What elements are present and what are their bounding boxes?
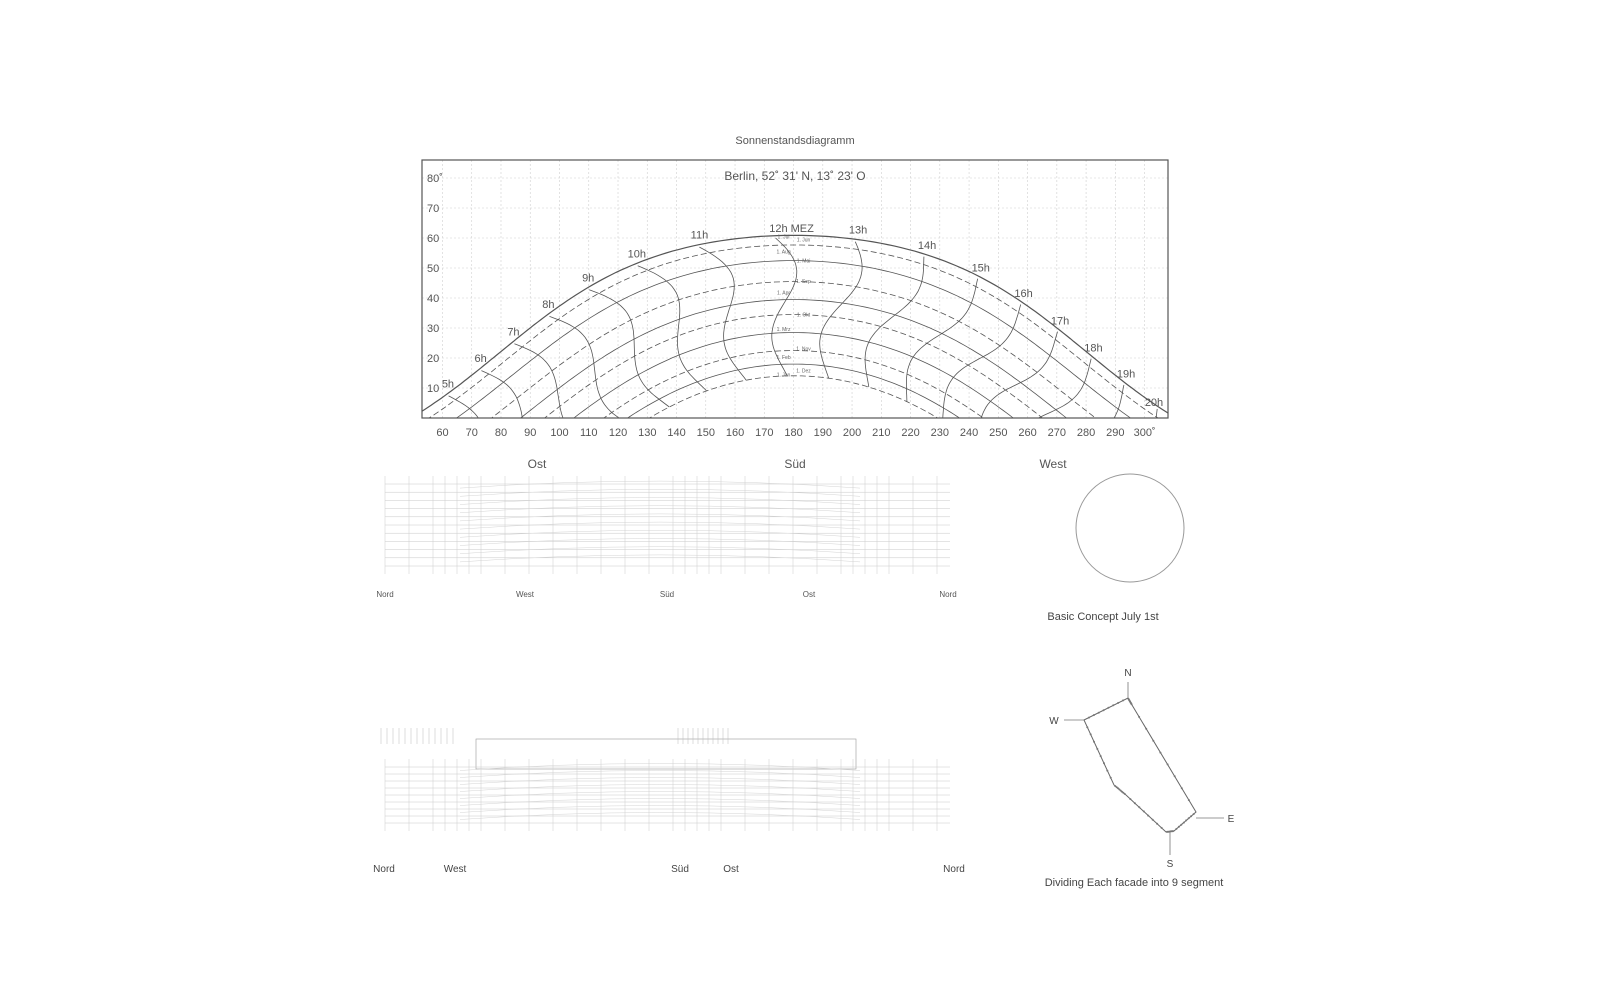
segment-tick <box>1122 699 1124 701</box>
strip-label-ost: Ost <box>723 864 739 875</box>
plan-diagram <box>1045 668 1235 889</box>
altitude-tick-label: 70 <box>427 203 440 215</box>
strip-label-nord-right: Nord <box>943 864 965 875</box>
segment-tick <box>1103 762 1105 764</box>
segment-tick <box>1112 704 1114 706</box>
hour-curve <box>514 344 563 420</box>
segment-tick <box>1166 831 1168 833</box>
azimuth-tick-label: 140 <box>667 427 686 439</box>
segment-tick <box>1096 748 1098 750</box>
hour-label: 19h <box>1116 368 1136 381</box>
facade-strip-bottom <box>373 728 965 875</box>
azimuth-tick-label: 270 <box>1047 427 1067 439</box>
azimuth-tick-label: 300˚ <box>1133 427 1156 439</box>
segment-tick <box>1093 741 1095 743</box>
azimuth-tick-label: 60 <box>436 427 449 439</box>
azimuth-tick-label: 170 <box>755 427 774 439</box>
segment-tick <box>1152 740 1154 742</box>
compass-s: S <box>1166 859 1174 870</box>
azimuth-tick-label: 280 <box>1076 427 1096 439</box>
compass-n: N <box>1124 668 1132 679</box>
segment-tick <box>1098 712 1100 714</box>
concept-diagram <box>1047 474 1184 623</box>
hour-label: 15h <box>971 262 990 275</box>
azimuth-tick-label: 100 <box>550 427 569 439</box>
date-curve <box>488 282 1099 421</box>
azimuth-tick-label: 190 <box>813 427 832 439</box>
date-label: 1. Jul <box>777 234 790 241</box>
segment-tick <box>1190 815 1192 817</box>
hour-label: 20h <box>1144 397 1164 409</box>
hour-curve <box>638 266 707 391</box>
raised-block <box>476 739 856 769</box>
concept-circle <box>1076 474 1184 582</box>
plan-outline <box>1084 698 1196 832</box>
altitude-tick-label: 50 <box>427 263 440 275</box>
hour-curve <box>1034 359 1091 421</box>
strip-label-nord-left: Nord <box>373 864 395 875</box>
altitude-tick-label: 40 <box>427 293 440 305</box>
chart-location: Berlin, 52˚ 31' N, 13˚ 23' O <box>724 169 866 183</box>
hour-curve <box>943 305 1021 422</box>
segment-tick <box>1103 709 1105 711</box>
segment-tick <box>1138 806 1140 808</box>
strip-curve <box>460 489 860 496</box>
hour-curve <box>906 279 977 402</box>
strip-curve <box>460 522 860 529</box>
segment-tick <box>1143 810 1145 812</box>
facade-strip-top <box>376 457 1067 599</box>
chart-grid <box>422 160 1168 418</box>
strip-curve <box>460 481 860 488</box>
segment-tick <box>1152 819 1154 821</box>
chart-frame <box>422 160 1168 418</box>
chart-title: Sonnenstandsdiagramm <box>735 135 855 147</box>
strip-label-nord-left: Nord <box>376 590 394 599</box>
segment-tick <box>1088 717 1090 719</box>
compass-w: W <box>1049 716 1059 727</box>
date-label: 1. Apr <box>776 290 791 297</box>
azimuth-tick-label: 290 <box>1106 427 1125 439</box>
segment-tick <box>1161 827 1163 829</box>
strip-label-sued: Süd <box>671 864 689 875</box>
segment-tick <box>1100 755 1102 757</box>
hour-label: 10h <box>627 248 647 261</box>
azimuth-tick-label: 180 <box>784 427 803 439</box>
strip-curve <box>460 547 860 554</box>
segment-tick <box>1185 819 1187 821</box>
date-labels <box>776 234 811 378</box>
altitude-tick-label: 10 <box>427 383 440 395</box>
azimuth-tick-label: 120 <box>608 427 628 439</box>
date-label: 1. Aug <box>776 249 791 256</box>
date-label: 1. Jun <box>796 237 811 244</box>
strip-label-west: West <box>443 864 467 875</box>
hour-curve <box>589 290 669 407</box>
azimuth-tick-label: 260 <box>1018 427 1037 439</box>
altitude-tick-label: 30 <box>427 323 440 335</box>
segment-tick <box>1114 785 1116 787</box>
altitude-tick-label: 20 <box>427 353 440 365</box>
strip-curve <box>460 514 860 521</box>
sun-path-chart <box>407 135 1180 439</box>
segment-tick <box>1129 798 1131 800</box>
concept-caption: Basic Concept July 1st <box>1047 611 1159 623</box>
strip-label-west: West <box>515 590 535 599</box>
segment-tick <box>1106 770 1108 772</box>
strip-curve <box>460 498 860 505</box>
hour-label: 7h <box>507 326 520 339</box>
segment-tick <box>1131 703 1133 705</box>
segment-tick <box>1090 733 1092 735</box>
hour-label: 17h <box>1050 315 1070 328</box>
segment-tick <box>1159 752 1161 754</box>
segment-tick <box>1134 802 1136 804</box>
segment-tick <box>1117 702 1119 704</box>
strip-label-nord-right: Nord <box>939 590 957 599</box>
hour-curve <box>981 332 1057 418</box>
azimuth-tick-label: 70 <box>465 427 478 439</box>
azimuth-tick-label: 240 <box>959 427 979 439</box>
segment-tick <box>1183 822 1185 824</box>
azimuth-tick-labels <box>436 427 1155 439</box>
strip-curve <box>460 506 860 513</box>
strip-label-ost: Ost <box>802 590 816 599</box>
azimuth-tick-label: 160 <box>725 427 745 439</box>
hour-label: 5h <box>441 378 455 391</box>
hour-label: 8h <box>542 299 555 312</box>
segment-ticks <box>1086 698 1194 833</box>
segment-tick <box>1156 823 1158 825</box>
segment-tick <box>1178 826 1180 828</box>
segment-tick <box>1138 716 1140 718</box>
strip-label-sued: Süd <box>659 590 675 599</box>
section-label-sued: Süd <box>784 457 806 471</box>
hour-label: 11h <box>690 229 709 242</box>
hour-label: 18h <box>1084 342 1103 355</box>
azimuth-tick-label: 220 <box>901 427 920 439</box>
strip-curve <box>460 555 860 562</box>
altitude-tick-label: 60 <box>427 233 440 245</box>
section-label-ost: Ost <box>527 457 547 471</box>
date-label: 1. Jan <box>776 372 791 379</box>
segment-tick <box>1093 714 1095 716</box>
azimuth-tick-label: 130 <box>638 427 657 439</box>
azimuth-tick-label: 90 <box>524 427 537 439</box>
hour-curve <box>1112 385 1124 421</box>
altitude-tick-label: 80˚ <box>427 173 443 185</box>
segment-tick <box>1175 828 1177 830</box>
segment-tick <box>1167 763 1169 765</box>
date-label: 1. Nov <box>796 346 811 353</box>
segment-tick <box>1174 775 1176 777</box>
hour-label: 9h <box>582 272 595 285</box>
altitude-tick-labels <box>427 173 443 395</box>
segment-tick <box>1188 817 1190 819</box>
segment-tick <box>1107 707 1109 709</box>
azimuth-tick-label: 200 <box>842 427 862 439</box>
hour-label: 16h <box>1014 288 1033 301</box>
segment-tick <box>1086 726 1088 728</box>
section-label-west: West <box>1039 457 1067 471</box>
date-label: 1. Feb <box>776 355 791 362</box>
hour-curve <box>449 396 480 421</box>
segment-tick <box>1110 777 1112 779</box>
hour-label: 13h <box>848 224 868 237</box>
azimuth-tick-label: 250 <box>989 427 1008 439</box>
strip-curve <box>460 530 860 537</box>
hour-curve <box>699 247 746 380</box>
date-label: 1. Okt <box>796 312 811 319</box>
azimuth-tick-label: 230 <box>930 427 949 439</box>
date-label: 1. Mai <box>796 258 811 265</box>
date-label: 1. Dez <box>796 368 811 375</box>
date-label: 1. Mrz <box>776 326 791 333</box>
hour-label: 14h <box>917 239 937 252</box>
segment-tick <box>1147 815 1149 817</box>
azimuth-tick-label: 110 <box>579 427 598 439</box>
hour-label: 12h MEZ <box>769 223 814 235</box>
segment-tick <box>1193 813 1195 815</box>
date-label: 1. Sep <box>796 278 811 285</box>
azimuth-tick-label: 150 <box>696 427 715 439</box>
strip-lines <box>381 728 950 831</box>
plan-caption: Dividing Each facade into 9 segment <box>1044 877 1224 889</box>
strip-curve <box>460 539 860 546</box>
date-curve <box>543 312 1045 420</box>
segment-tick <box>1188 799 1190 801</box>
segment-tick <box>1145 728 1147 730</box>
segment-tick <box>1180 824 1182 826</box>
azimuth-tick-label: 80 <box>494 427 508 439</box>
compass-e: E <box>1227 814 1235 825</box>
strip-lines <box>385 476 950 574</box>
segment-tick <box>1181 787 1183 789</box>
hour-label: 6h <box>474 353 487 366</box>
azimuth-tick-label: 210 <box>872 427 891 439</box>
